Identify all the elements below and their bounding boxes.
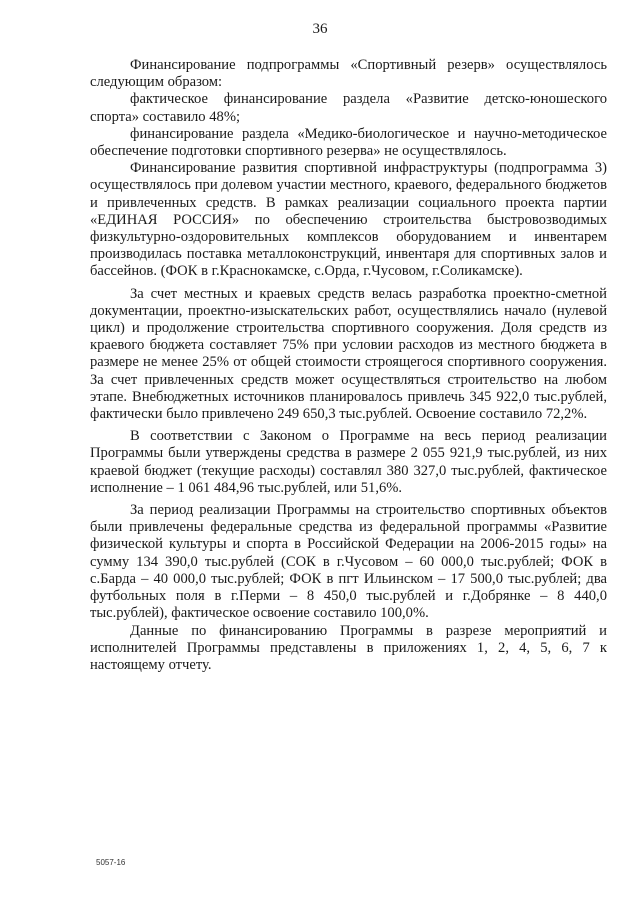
paragraph-sport-reserve-intro: Финансирование подпрограммы «Спортивный резерв» осуществлялось следующим образом:: [90, 57, 607, 91]
paragraph-appendices: Данные по финансированию Программы в разрезе мероприятий и исполнителей Программы представлены в приложениях 1, 2, 4, 5, 6, 7 к настоящему отчету.: [90, 622, 607, 673]
paragraph-youth-sport-funding: фактическое финансирование раздела «Развитие детско-юношеского спорта» составило 48%;: [90, 91, 607, 125]
paragraph-federal-funds: За период реализации Программы на строительство спортивных объектов были привлечены федеральные средства из федеральной программы «Развитие физической культуры и спорта в Российской Федерации на 2006-2015 годы» на сумму 134 390,0 тыс.рублей (СОК в г.Чусовом – 60 000,0 тыс.рублей; ФОК в с.Барда – 40 000,0 тыс.рублей; ФОК в пгт Ильинском – 17 500,0 тыс.рублей; два футбольных поля в г.Перми – 8 450,0 тыс.рублей и г.Добрянке – 8 440,0 тыс.рублей), фактическое освоение составило 100,0%.: [90, 502, 607, 622]
paragraph-medical-funding: финансирование раздела «Медико-биологическое и научно-методическое обеспечение подготовки спортивного резерва» не осуществлялось.: [90, 125, 607, 160]
page-number: 36: [312, 21, 328, 37]
paragraph-infrastructure-funding: Финансирование развития спортивной инфраструктуры (подпрограмма 3) осуществлялось при долевом участии местного, краевого, федерального бюджетов и привлеченных средств. В рамках реализации социального проекта партии «ЕДИНАЯ РОССИЯ» по обеспечению строительства быстровозводимых физкультурно-оздоровительных комплексов оборудованием и инвентарем производилась поставка металлоконструкций, инвентаря для спортивных залов и бассейнов. (ФОК в г.Краснокамске, с.Орда, г.Чусовом, г.Соликамске).: [90, 160, 607, 280]
body-text: [90, 57, 607, 674]
document-code: 5057-16: [96, 858, 126, 867]
paragraph-local-regional-funds: За счет местных и краевых средств велась разработка проектно-сметной документации, проектно-изыскательских работ, осуществлялись начало (нулевой цикл) и продолжение строительства спортивного сооружения. Доля средств из краевого бюджета составляет 75% при условии расходов из местного бюджета в размере не менее 25% от общей стоимости строящегося спортивного сооружения. За счет привлеченных средств может осуществляться строительство на любом этапе. Внебюджетных источников планировалось привлечь 345 922,0 тыс.рублей, фактически было привлечено 249 650,3 тыс.рублей. Освоение составило 72,2%.: [90, 285, 607, 423]
paragraph-program-law: В соответствии с Законом о Программе на весь период реализации Программы были утверждены средства в размере 2 055 921,9 тыс.рублей, из них краевой бюджет (текущие расходы) составлял 380 327,0 тыс.рублей, фактическое исполнение – 1 061 484,96 тыс.рублей, или 51,6%.: [90, 428, 607, 496]
